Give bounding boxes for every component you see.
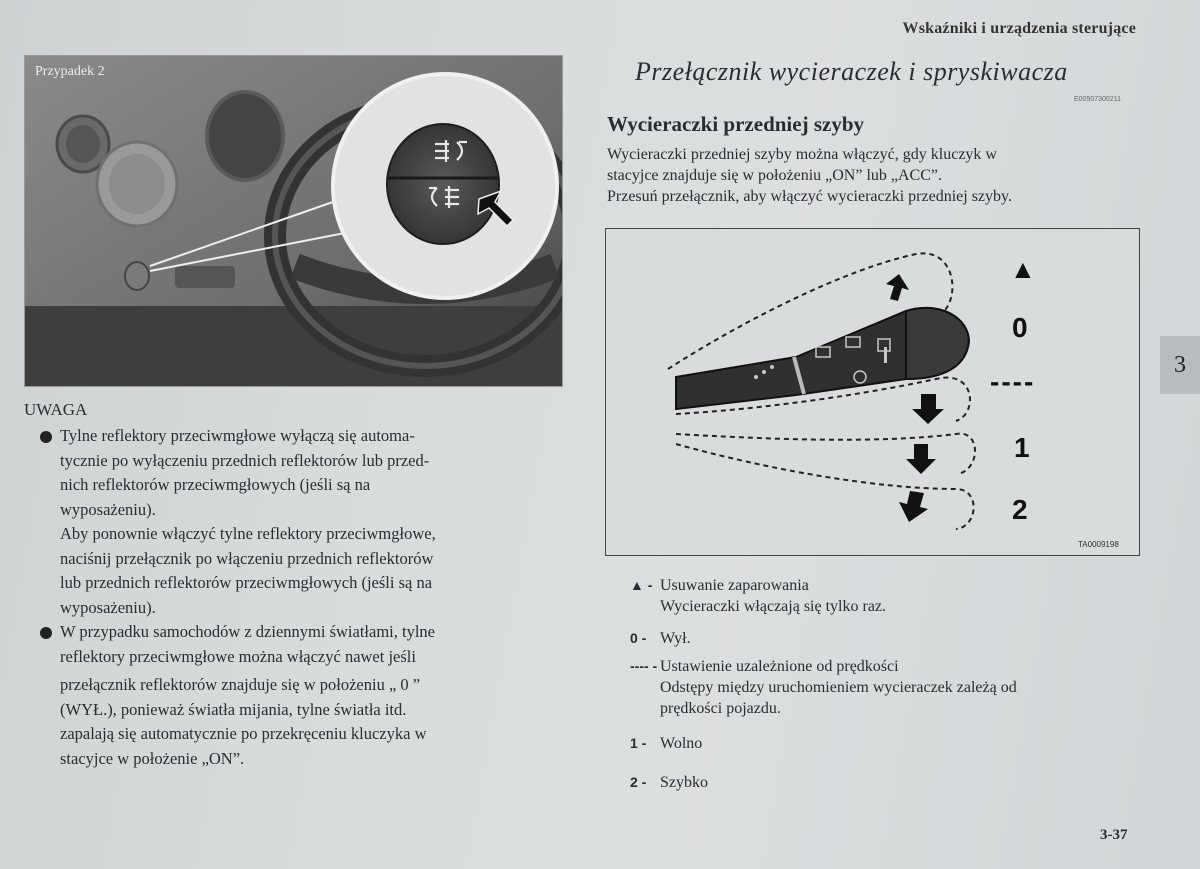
legend-text: prędkości pojazdu. — [660, 700, 781, 717]
photo-label: Przypadek 2 — [35, 64, 105, 79]
legend-item-auto — [630, 656, 1140, 719]
notice-line: nich reflektorów przeciwmgłowych (jeśli są na — [60, 475, 371, 494]
section-title: Przełącznik wycieraczek i spryskiwacza — [635, 57, 1068, 86]
notice-line: Aby ponownie włączyć tylne reflektory przeciwmgłowe, — [60, 524, 436, 543]
legend-text: Usuwanie zaparowania — [660, 577, 809, 594]
notice-line: lub przednich reflektorów przeciwmgłowych (jeśli są na — [60, 573, 433, 592]
notice-line: reflektory przeciwmgłowe można włączyć nawet jeśli — [60, 646, 416, 666]
notice-line: wyposażeniu). — [60, 499, 156, 519]
legend-item-fast — [630, 772, 1140, 793]
legend-text: Ustawienie uzależnione od prędkości — [660, 658, 899, 675]
chapter-number: 3 — [1174, 352, 1186, 378]
notice-line: zapalają się automatycznie po przekręceniu kluczyka w — [60, 724, 427, 743]
running-header: Wskaźniki i urządzenia sterujące — [902, 20, 1136, 37]
notice-line: W przypadku samochodów z dziennymi światłami, tylne — [60, 622, 435, 641]
dashboard-photo — [24, 55, 563, 387]
legend-symbol: ---- - — [630, 658, 658, 674]
legend-text: Odstępy między uruchomieniem wycieraczek zależą od — [660, 679, 1017, 696]
notice-line: tycznie po wyłączeniu przednich reflektorów lub przed- — [60, 450, 430, 470]
legend-item-off — [630, 628, 1140, 649]
position-off: 0 — [1012, 312, 1028, 343]
notice-body — [40, 424, 561, 771]
intro-line: stacyjce znajduje się w położeniu „ON” lub „ACC”. — [607, 167, 942, 184]
position-mist: ▲ — [1010, 254, 1036, 284]
section-subtitle: Wycieraczki przedniej szyby — [607, 112, 864, 136]
legend-symbol: ▲ - — [630, 577, 653, 593]
intro-text — [607, 144, 1140, 207]
position-fast: 2 — [1012, 494, 1028, 525]
notice-line: stacyjce w położenie „ON”. — [60, 748, 245, 768]
photo-code: TA0009192 — [495, 370, 536, 379]
notice-line: wyposażeniu). — [60, 597, 156, 617]
legend-item-slow — [630, 733, 1140, 754]
section-code: E00507300211 — [1074, 96, 1121, 103]
diagram-code: TA0009198 — [1078, 540, 1119, 549]
bullet-icon — [40, 627, 52, 639]
legend-symbol: 0 - — [630, 630, 647, 646]
legend-symbol: 2 - — [630, 774, 647, 790]
legend-text: Szybko — [660, 774, 708, 791]
legend-text: Wył. — [660, 630, 691, 647]
legend-text: Wycieraczki włączają się tylko raz. — [660, 598, 887, 615]
notice-line: (WYŁ.), ponieważ światła mijania, tylne światła itd. — [60, 699, 407, 719]
page-number: 3-37 — [1100, 827, 1128, 843]
legend-item-mist — [630, 575, 1140, 617]
notice-bullet-2 — [40, 620, 561, 771]
position-auto: ---- — [990, 366, 1036, 397]
position-slow: 1 — [1014, 432, 1030, 463]
notice-line: przełącznik reflektorów znajduje się w położeniu „ 0 ” — [60, 675, 421, 694]
bullet-icon — [40, 431, 52, 443]
notice-line: naciśnij przełącznik po włączeniu przednich reflektorów — [60, 548, 434, 568]
legend-symbol: 1 - — [630, 735, 647, 751]
chapter-tab — [1160, 336, 1200, 394]
notice-heading: UWAGA — [24, 400, 88, 419]
intro-line: Wycieraczki przedniej szyby można włączyć, gdy kluczyk w — [607, 146, 997, 163]
wiper-lever-diagram — [605, 228, 1140, 556]
notice-bullet-1 — [40, 424, 561, 620]
notice-line: Tylne reflektory przeciwmgłowe wyłączą się automa- — [60, 426, 415, 445]
legend-text: Wolno — [660, 735, 703, 752]
intro-line: Przesuń przełącznik, aby włączyć wycieraczki przedniej szyby. — [607, 188, 1012, 205]
